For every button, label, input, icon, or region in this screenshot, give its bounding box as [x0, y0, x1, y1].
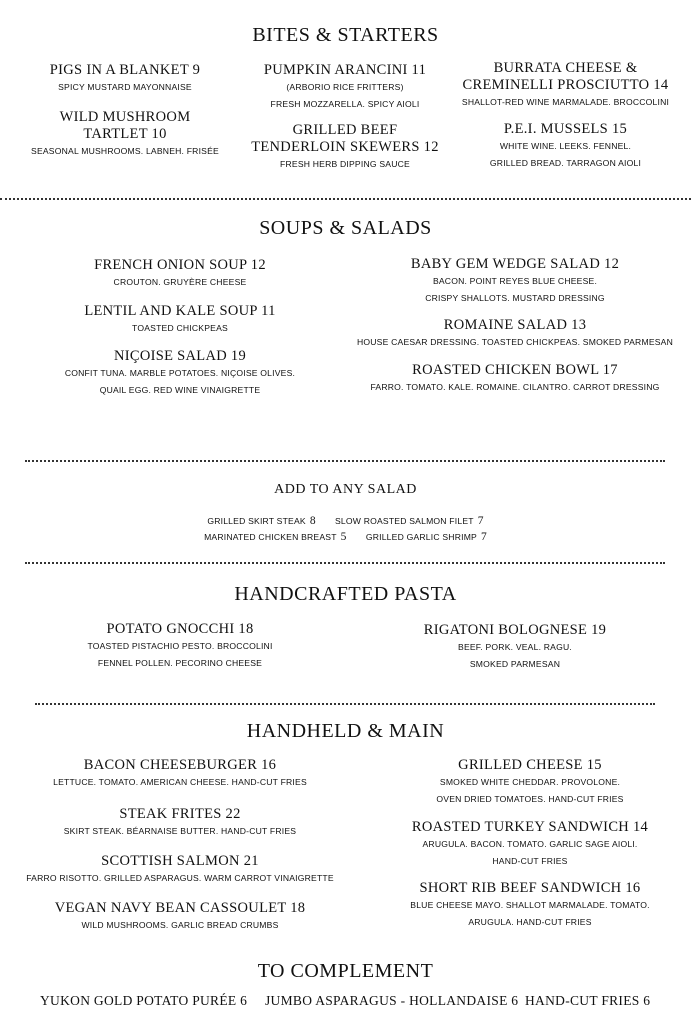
item-desc: BACON. POINT REYES BLUE CHEESE.: [432, 276, 598, 286]
menu-item: [60, 257, 300, 291]
item-name: SHORT RIB BEEF SANDWICH 16: [419, 880, 641, 896]
complement-item: HAND-CUT FRIES 6: [525, 993, 651, 1008]
item-desc: OVEN DRIED TOMATOES. HAND-CUT FRIES: [436, 794, 624, 804]
item-desc: TOASTED PISTACHIO PESTO. BROCCOLINI: [87, 641, 273, 651]
complement-item: JUMBO ASPARAGUS - HOLLANDAISE 6: [265, 993, 519, 1008]
menu-item: [350, 362, 680, 396]
item-name: STEAK FRITES 22: [119, 806, 241, 822]
item-desc: BEEF. PORK. VEAL. RAGU.: [458, 642, 572, 652]
menu-item: [0, 806, 360, 840]
item-desc: SHALLOT-RED WINE MARMALADE. BROCCOLINI: [461, 97, 670, 107]
item-desc: SMOKED WHITE CHEDDAR. PROVOLONE.: [439, 777, 621, 787]
item-name: RIGATONI BOLOGNESE 19: [423, 622, 607, 638]
item-desc: FRESH MOZZARELLA. SPICY AIOLI: [270, 99, 420, 109]
menu-item: [375, 622, 655, 673]
divider: [0, 198, 691, 200]
section-title-pasta: HANDCRAFTED PASTA: [234, 583, 457, 605]
menu-item: [380, 757, 680, 808]
addon-price: 5: [340, 531, 347, 543]
section-title-main: HANDHELD & MAIN: [246, 720, 445, 742]
item-name: GRILLED BEEF: [292, 122, 398, 138]
addon-name: GRILLED GARLIC SHRIMP: [365, 532, 477, 542]
item-name: WILD MUSHROOM: [59, 109, 191, 125]
item-name: ROASTED TURKEY SANDWICH 14: [411, 819, 649, 835]
item-desc: CRISPY SHALLOTS. MUSTARD DRESSING: [425, 293, 605, 303]
complement-item: YUKON GOLD POTATO PURÉE 6: [40, 993, 248, 1008]
item-desc: FRESH HERB DIPPING SAUCE: [280, 159, 410, 169]
menu-item: [0, 62, 250, 96]
menu-item: [215, 122, 475, 173]
section-title-complement: TO COMPLEMENT: [257, 960, 434, 982]
item-desc: WILD MUSHROOMS. GARLIC BREAD CRUMBS: [81, 920, 279, 930]
addon-price: 8: [309, 515, 316, 527]
addon-name: MARINATED CHICKEN BREAST: [204, 532, 337, 542]
item-desc: (ARBORIO RICE FRITTERS): [286, 82, 404, 92]
item-name: NIÇOISE SALAD 19: [113, 348, 247, 364]
item-name: GRILLED CHEESE 15: [458, 757, 602, 773]
menu-item: [60, 348, 300, 399]
item-name-line2: TARTLET 10: [83, 126, 167, 142]
item-desc: WHITE WINE. LEEKS. FENNEL.: [499, 141, 632, 151]
item-desc: FARRO. TOMATO. KALE. ROMAINE. CILANTRO. CARROT DRESSING: [370, 382, 660, 392]
item-name: BABY GEM WEDGE SALAD 12: [410, 256, 620, 272]
menu-item: [0, 853, 360, 887]
item-name: PIGS IN A BLANKET 9: [49, 62, 201, 78]
addon-price: 7: [480, 531, 487, 543]
item-desc: SKIRT STEAK. BÉARNAISE BUTTER. HAND-CUT FRIES: [63, 826, 297, 836]
item-desc: CONFIT TUNA. MARBLE POTATOES. NIÇOISE OLIVES.: [64, 368, 296, 378]
item-desc: SMOKED PARMESAN: [469, 659, 561, 669]
addon-row-2: [0, 531, 691, 543]
menu-item: [380, 880, 680, 931]
menu-item: [350, 317, 680, 351]
item-desc: BLUE CHEESE MAYO. SHALLOT MARMALADE. TOMATO.: [410, 900, 650, 910]
menu-item: [60, 303, 300, 337]
item-desc: FENNEL POLLEN. PECORINO CHEESE: [97, 658, 263, 668]
item-desc: GRILLED BREAD. TARRAGON AIOLI: [489, 158, 642, 168]
menu-item: [440, 121, 691, 172]
divider: [35, 703, 655, 705]
menu-item: [60, 621, 300, 672]
item-desc: HOUSE CAESAR DRESSING. TOASTED CHICKPEAS. SMOKED PARMESAN: [356, 337, 674, 347]
item-desc: ARUGULA. HAND-CUT FRIES: [468, 917, 592, 927]
item-desc: QUAIL EGG. RED WINE VINAIGRETTE: [99, 385, 261, 395]
item-name: ROMAINE SALAD 13: [443, 317, 587, 333]
menu-item: [0, 109, 250, 160]
item-desc: SEASONAL MUSHROOMS. LABNEH. FRISÉE: [31, 146, 219, 156]
menu-item: [0, 757, 360, 791]
addon-name: GRILLED SKIRT STEAK: [207, 516, 306, 526]
item-desc: SPICY MUSTARD MAYONNAISE: [58, 82, 192, 92]
item-name: P.E.I. MUSSELS 15: [503, 121, 628, 137]
item-name-line2: TENDERLOIN SKEWERS 12: [251, 139, 439, 155]
addon-price: 7: [477, 515, 484, 527]
section-title-addons: ADD TO ANY SALAD: [274, 482, 417, 497]
divider: [25, 562, 665, 564]
item-name: PUMPKIN ARANCINI 11: [263, 62, 427, 78]
item-name-line2: CREMINELLI PROSCIUTTO 14: [462, 77, 669, 93]
item-desc: HAND-CUT FRIES: [492, 856, 568, 866]
item-name: POTATO GNOCCHI 18: [106, 621, 254, 637]
section-title-bites: BITES & STARTERS: [252, 24, 439, 46]
item-desc: CROUTON. GRUYÈRE CHEESE: [113, 277, 247, 287]
item-name: VEGAN NAVY BEAN CASSOULET 18: [54, 900, 306, 916]
item-name: BACON CHEESEBURGER 16: [83, 757, 277, 773]
addon-row-1: [0, 515, 691, 527]
menu-item: [380, 819, 680, 870]
section-title-soups: SOUPS & SALADS: [259, 217, 432, 239]
menu-item: [215, 62, 475, 113]
addon-name: SLOW ROASTED SALMON FILET: [335, 516, 474, 526]
item-desc: TOASTED CHICKPEAS: [132, 323, 228, 333]
item-name: SCOTTISH SALMON 21: [101, 853, 259, 869]
item-name: FRENCH ONION SOUP 12: [94, 257, 266, 273]
item-desc: ARUGULA. BACON. TOMATO. GARLIC SAGE AIOLI.: [422, 839, 638, 849]
menu-item: [440, 60, 691, 111]
divider: [25, 460, 665, 462]
menu-item: [0, 900, 360, 934]
menu-item: [350, 256, 680, 307]
item-desc: FARRO RISOTTO. GRILLED ASPARAGUS. WARM CARROT VINAIGRETTE: [26, 873, 334, 883]
item-name: BURRATA CHEESE &: [493, 60, 638, 76]
item-desc: LETTUCE. TOMATO. AMERICAN CHEESE. HAND-CUT FRIES: [53, 777, 307, 787]
item-name: ROASTED CHICKEN BOWL 17: [412, 362, 618, 378]
item-name: LENTIL AND KALE SOUP 11: [84, 303, 276, 319]
